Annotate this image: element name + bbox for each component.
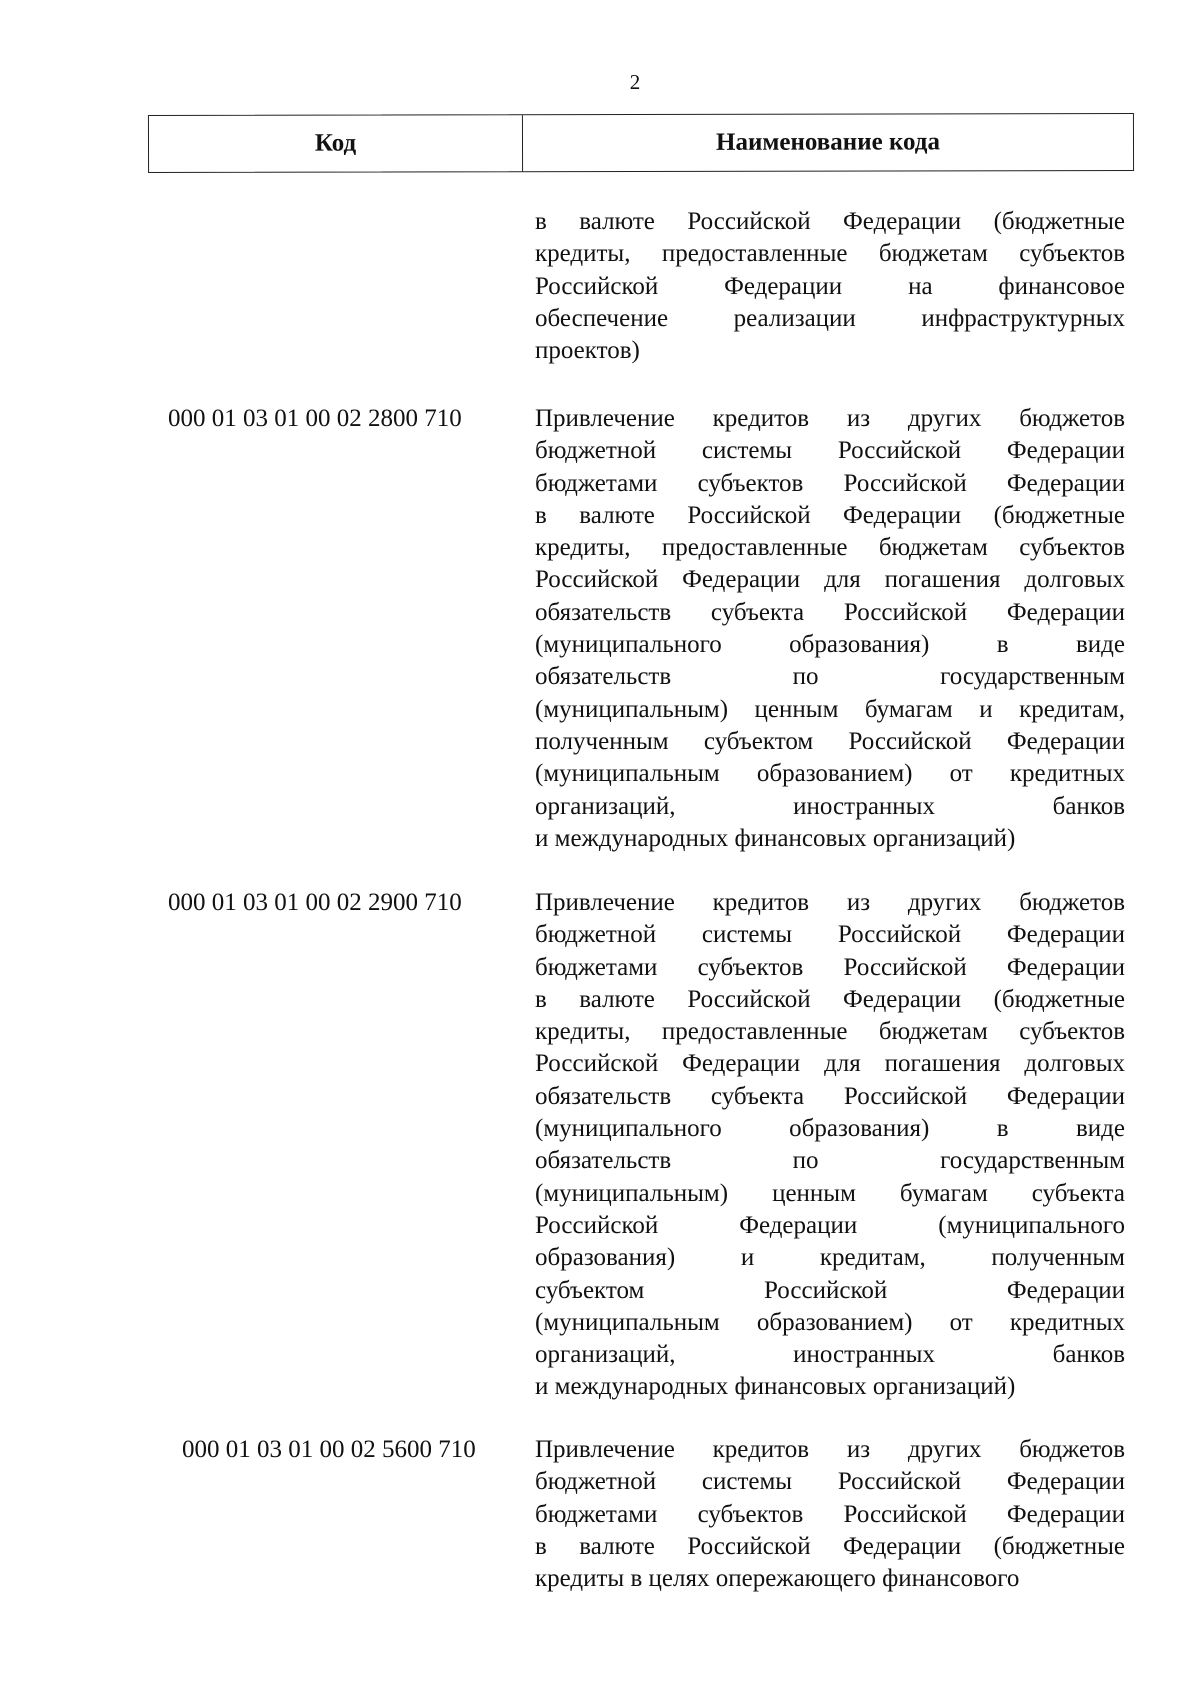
row-name-line: организаций, иностранных банков	[535, 1341, 1125, 1369]
row-name-line: Привлечение кредитов из других бюджетов	[535, 1436, 1125, 1463]
row-name	[535, 887, 1125, 1404]
row-name-line: обязательств по государственным	[535, 1147, 1125, 1175]
column-header-code: Код	[149, 115, 523, 172]
row-code: 000 01 03 01 00 02 5600 710	[182, 1436, 476, 1463]
row-code: 000 01 03 01 00 02 2900 710	[168, 889, 462, 916]
row-name-line: и международных финансовых организаций)	[535, 1373, 1016, 1401]
row-name	[535, 1434, 1125, 1595]
row-name-line: полученным субъектом Российской Федерации	[535, 727, 1125, 755]
row-name-line: кредиты, предоставленные бюджетам субъектов	[535, 1018, 1125, 1046]
row-name-line: обязательств по государственным	[535, 663, 1125, 691]
row-name-line: кредиты, предоставленные бюджетам субъектов	[535, 240, 1125, 268]
row-name-line: бюджетами субъектов Российской Федерации	[535, 1500, 1125, 1528]
row-name-line: в валюте Российской Федерации (бюджетные	[535, 985, 1125, 1013]
row-name-line: бюджетной системы Российской Федерации	[535, 1468, 1125, 1496]
row-name-line: Привлечение кредитов из других бюджетов	[535, 405, 1125, 432]
row-name-line: в валюте Российской Федерации (бюджетные	[535, 501, 1125, 529]
row-name	[535, 403, 1125, 855]
row-name-line: бюджетной системы Российской Федерации	[535, 921, 1125, 949]
row-name-line: обязательств субъекта Российской Федерации	[535, 598, 1125, 626]
row-name-line: (муниципальным образованием) от кредитных	[535, 760, 1125, 788]
row-name-line: (муниципальным) ценным бумагам и кредитам,	[535, 695, 1125, 723]
row-name	[535, 206, 1125, 367]
row-name-line: бюджетами субъектов Российской Федерации	[535, 469, 1125, 497]
row-name-line: кредиты в целях опережающего финансового	[535, 1565, 1020, 1593]
row-name-line: кредиты, предоставленные бюджетам субъектов	[535, 534, 1125, 562]
row-name-line: организаций, иностранных банков	[535, 792, 1125, 820]
row-name-line: Привлечение кредитов из других бюджетов	[535, 889, 1125, 916]
row-name-line: (муниципального образования) в виде	[535, 1115, 1125, 1143]
row-name-line: обеспечение реализации инфраструктурных	[535, 304, 1125, 332]
row-name-line: и международных финансовых организаций)	[535, 824, 1016, 852]
row-name-line: (муниципального образования) в виде	[535, 631, 1125, 659]
row-name-line: Российской Федерации (муниципального	[535, 1211, 1125, 1239]
row-name-line: (муниципальным образованием) от кредитных	[535, 1308, 1125, 1336]
row-name-line: Российской Федерации для погашения долговых	[535, 1050, 1125, 1078]
row-name-line: в валюте Российской Федерации (бюджетные	[535, 208, 1125, 235]
table-header	[148, 113, 1134, 173]
row-name-line: субъектом Российской Федерации	[535, 1276, 1125, 1304]
row-name-line: в валюте Российской Федерации (бюджетные	[535, 1532, 1125, 1560]
row-name-line: бюджетной системы Российской Федерации	[535, 437, 1125, 465]
row-code: 000 01 03 01 00 02 2800 710	[168, 405, 462, 432]
row-name-line: образования) и кредитам, полученным	[535, 1244, 1125, 1272]
row-name-line: проектов)	[535, 337, 640, 365]
row-name-line: Российской Федерации для погашения долговых	[535, 566, 1125, 594]
row-name-line: (муниципальным) ценным бумагам субъекта	[535, 1179, 1125, 1207]
row-name-line: Российской Федерации на финансовое	[535, 272, 1125, 300]
row-name-line: бюджетами субъектов Российской Федерации	[535, 953, 1125, 981]
column-header-name: Наименование кода	[716, 128, 940, 156]
page-number: 2	[629, 70, 641, 94]
row-name-line: обязательств субъекта Российской Федерации	[535, 1082, 1125, 1110]
